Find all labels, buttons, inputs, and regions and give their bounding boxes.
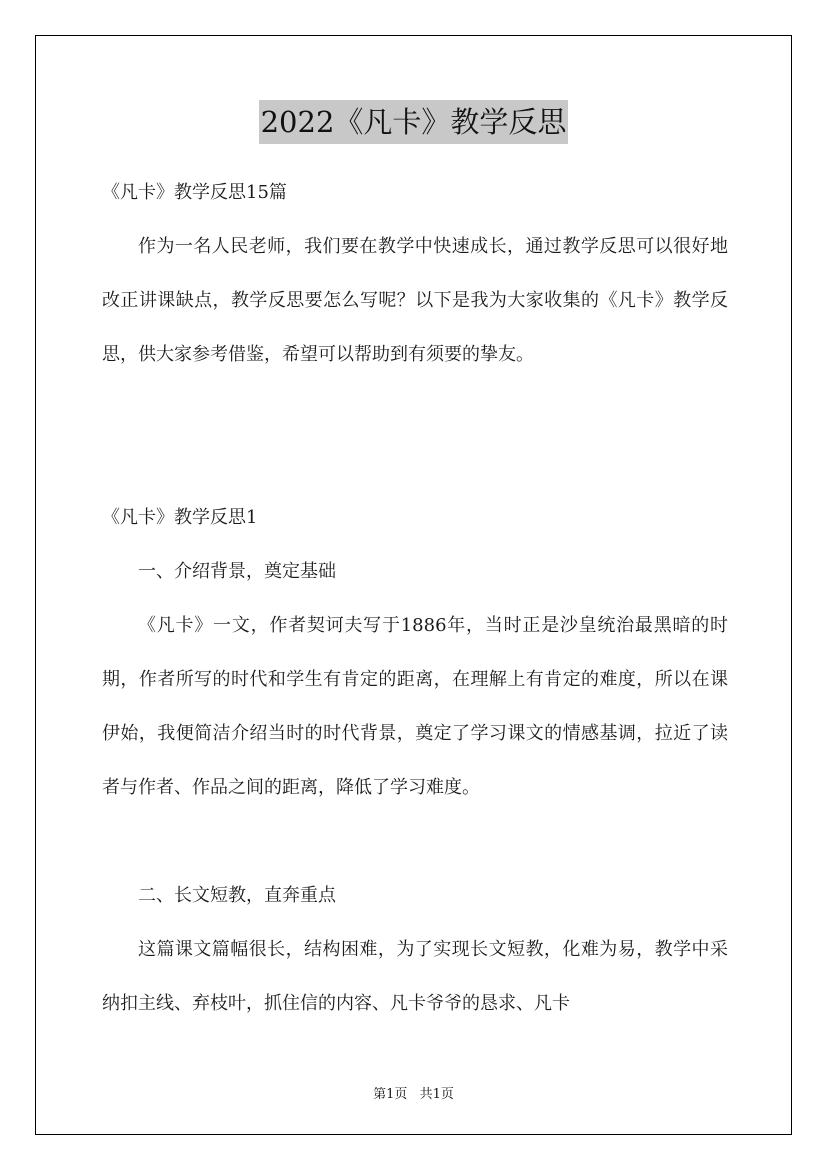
paragraph-background: 《凡卡》一文，作者契诃夫写于1886年，当时正是沙皇统治最黑暗的时期，作者所写的时代和学生有肯定的距离，在理解上有肯定的难度，所以在课伊始，我便简洁介绍当时的时代背景，奠定了学习课文的情感基调，拉近了读者与作者、作品之间的距离，降低了学习难度。 [102, 615, 728, 798]
document-title: 2022《凡卡》教学反思 [259, 100, 569, 144]
section-title: 《凡卡》教学反思1 [102, 507, 258, 528]
intro-paragraph: 作为一名人民老师，我们要在教学中快速成长，通过教学反思可以很好地改正讲课缺点，教学反思要怎么写呢？以下是我为大家收集的《凡卡》教学反思，供大家参考借鉴，希望可以帮助到有须要的挚友。 [102, 236, 728, 365]
heading-short-teaching: 二、长文短教，直奔重点 [138, 885, 336, 906]
title-container [0, 100, 827, 144]
heading-background: 一、介绍背景，奠定基础 [138, 561, 336, 582]
page-number: 第1页 [373, 1087, 408, 1102]
paragraph-short-teaching: 这篇课文篇幅很长，结构困难，为了实现长文短教，化难为易，教学中采纳扣主线、弃枝叶，抓住信的内容、凡卡爷爷的恳求、凡卡 [102, 939, 728, 1014]
page-footer [0, 1083, 827, 1102]
page-total: 共1页 [419, 1087, 454, 1102]
subtitle: 《凡卡》教学反思15篇 [102, 182, 287, 203]
